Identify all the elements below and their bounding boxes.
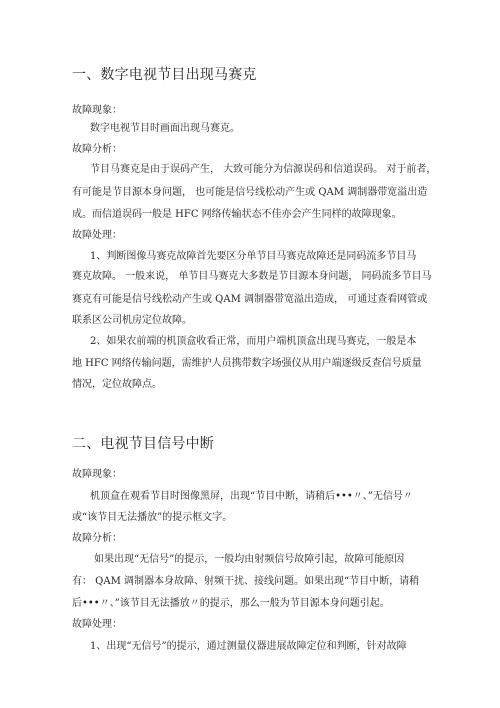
section-2-line-9: 1、出现“无信号”的提示，通过测量仪器进展故障定位和判断，针对故障 [90, 641, 407, 652]
section-1-title: 一、数字电视节目出现马赛克 [72, 67, 257, 83]
section-1-line-13: 地 HFC 网络传输问题，需维护人员携带数字场强仪从用户端逐级反查信号质量 [72, 358, 422, 369]
section-2-line-3: 或“该节目无法播放”的提示框文字。 [72, 512, 233, 523]
section-1-line-4: 节目马赛克是由于误码产生， 大致可能分为信源误码和信道误码。 对于前者， [90, 164, 437, 175]
section-2-line-6: 有： QAM 调制器本身故障、射频干扰、接线问题。如果出现“节目中断，请稍 [72, 576, 420, 587]
section-2-line-5: 如果出现“无信号”的提示，一般均由射频信号故障引起，故障可能原因 [94, 554, 405, 565]
section-2-line-2: 机顶盒在观看节目时图像黑屏，出现“节目中断，请稍后•••〃、”无信号〃 [90, 491, 413, 502]
section-1-line-1: 故障现象： [72, 105, 122, 116]
section-2-line-7: 后•••〃、”该节目无法播放〃的提示，那么一般为节目源本身问题引起。 [72, 598, 390, 609]
section-1-line-11: 联系区公司机房定位故障。 [72, 315, 192, 326]
section-1-line-9: 赛克故障。 一般来说， 单节目马赛克大多数是节目源本身问题， 同码流多节目马 [72, 271, 432, 282]
section-2-title: 二、电视节目信号中断 [72, 436, 214, 452]
section-2-line-8: 故障处理： [72, 619, 122, 630]
section-2-line-1: 故障现象： [72, 469, 122, 480]
section-1-line-5: 有可能是节目源本身问题， 也可能是信号线松动产生或 QAM 调制器带宽溢出造 [72, 187, 428, 198]
section-1-line-2: 数字电视节目时画面出现马赛克。 [90, 123, 240, 134]
section-1-line-10: 赛克有可能是信号线松动产生或 QAM 调制器带宽溢出造成， 可通过查看网管或 [72, 294, 428, 305]
section-1-line-6: 成。而信道误码一般是 HFC 网络传输状态不佳亦会产生同样的故障现象。 [72, 209, 402, 220]
section-2-line-4: 故障分析： [72, 533, 122, 544]
section-1-line-14: 情况，定位故障点。 [72, 379, 162, 390]
section-1-line-8: 1、判断图像马赛克故障首先要区分单节目马赛克故障还是同码流多节目马 [90, 251, 417, 262]
section-1-line-7: 故障处理： [72, 230, 122, 241]
section-1-line-12: 2、如果农前端的机顶盒收看正常，而用户端机顶盒出现马赛克，一般是本 [90, 336, 417, 347]
section-1-line-3: 故障分析： [72, 144, 122, 155]
